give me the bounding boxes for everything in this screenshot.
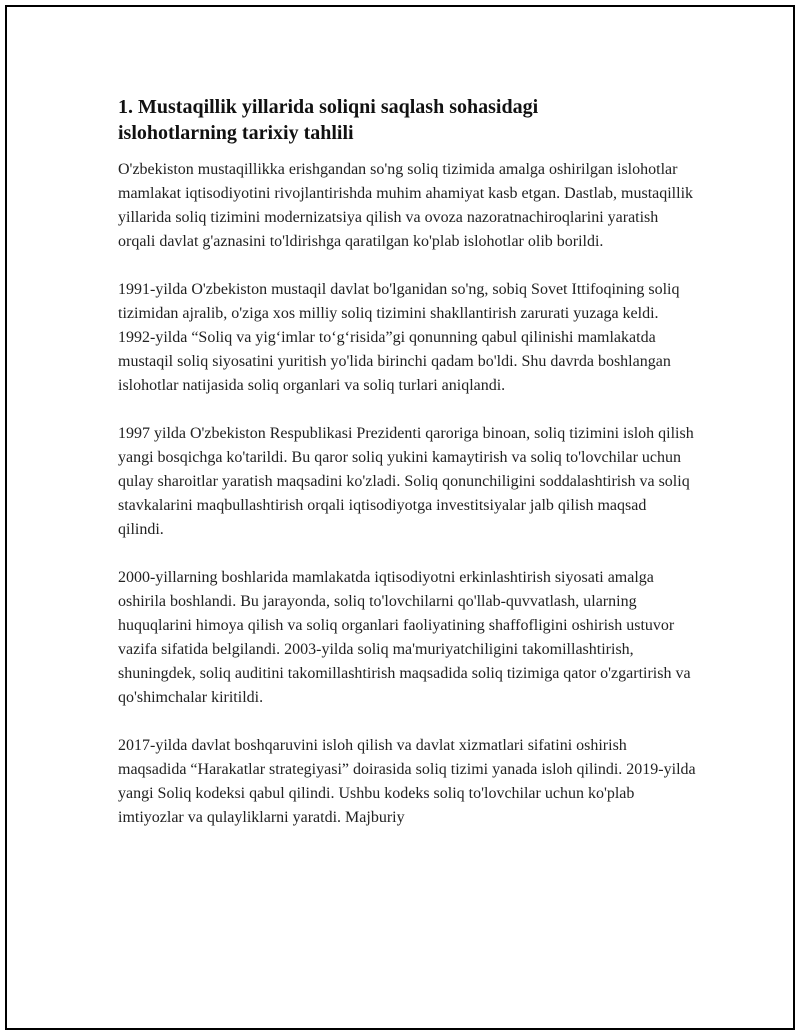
section-heading-line-2: islohotlarning tarixiy tahlili bbox=[118, 122, 354, 144]
document-content bbox=[118, 94, 696, 854]
document-page bbox=[5, 5, 795, 1030]
section-heading-line-1: 1. Mustaqillik yillarida soliqni saqlash sohasidagi bbox=[118, 96, 539, 118]
paragraph-3: 1997 yilda O'zbekiston Respublikasi Prezidenti qaroriga binoan, soliq tizimini isloh qilish yangi bosqichga ko'tarildi. Bu qaror soliq yukini kamaytirish va soliq to'lovchilar uchun qulay sharoitlar yaratish maqsadini ko'zladi. Soliq qonunchiligini soddalashtirish va soliq stavkalarini maqbullashtirish orqali iqtisodiyotga investitsiyalar jalb qilish maqsad qilindi. bbox=[118, 425, 694, 538]
paragraph-2: 1991-yilda O'zbekiston mustaqil davlat bo'lganidan so'ng, sobiq Sovet Ittifoqining soliq tizimidan ajralib, o'ziga xos milliy soliq tizimini shakllantirish zarurati yuzaga keldi. 1992-yilda “Soliq va yig‘imlar to‘g‘risida”gi qonunning qabul qilinishi mamlakatda mustaqil soliq siyosatini yuritish yo'lida birinchi qadam bo'ldi. Shu davrda boshlangan islohotlar natijasida soliq organlari va soliq turlari aniqlandi. bbox=[118, 281, 680, 394]
paragraph-4: 2000-yillarning boshlarida mamlakatda iqtisodiyotni erkinlashtirish siyosati amalga oshirila boshlandi. Bu jarayonda, soliq to'lovchilarni qo'llab-quvvatlash, ularning huquqlarini himoya qilish va soliq organlari faoliyatining shaffofligini oshirish ustuvor vazifa sifatida belgilandi. 2003-yilda soliq ma'muriyatchiligini takomillashtirish, shuningdek, soliq auditini takomillashtirish maqsadida soliq tizimiga qator o'zgartirish va qo'shimchalar kiritildi. bbox=[118, 569, 691, 706]
paragraph-5: 2017-yilda davlat boshqaruvini isloh qilish va davlat xizmatlari sifatini oshirish maqsadida “Harakatlar strategiyasi” doirasida soliq tizimi yanada isloh qilindi. 2019-yilda yangi Soliq kodeksi qabul qilindi. Ushbu kodeks soliq to'lovchilar uchun ko'plab imtiyozlar va qulayliklarni yaratdi. Majburiy bbox=[118, 737, 696, 826]
paragraph-1: O'zbekiston mustaqillikka erishgandan so'ng soliq tizimida amalga oshirilgan islohotlar mamlakat iqtisodiyotini rivojlantirishda muhim ahamiyat kasb etgan. Dastlab, mustaqillik yillarida soliq tizimini modernizatsiya qilish va ovoza nazoratnachiroqlarini yaratish orqali davlat g'aznasini to'ldirishga qaratilgan ko'plab islohotlar olib borildi. bbox=[118, 161, 694, 250]
section-heading bbox=[118, 94, 696, 146]
